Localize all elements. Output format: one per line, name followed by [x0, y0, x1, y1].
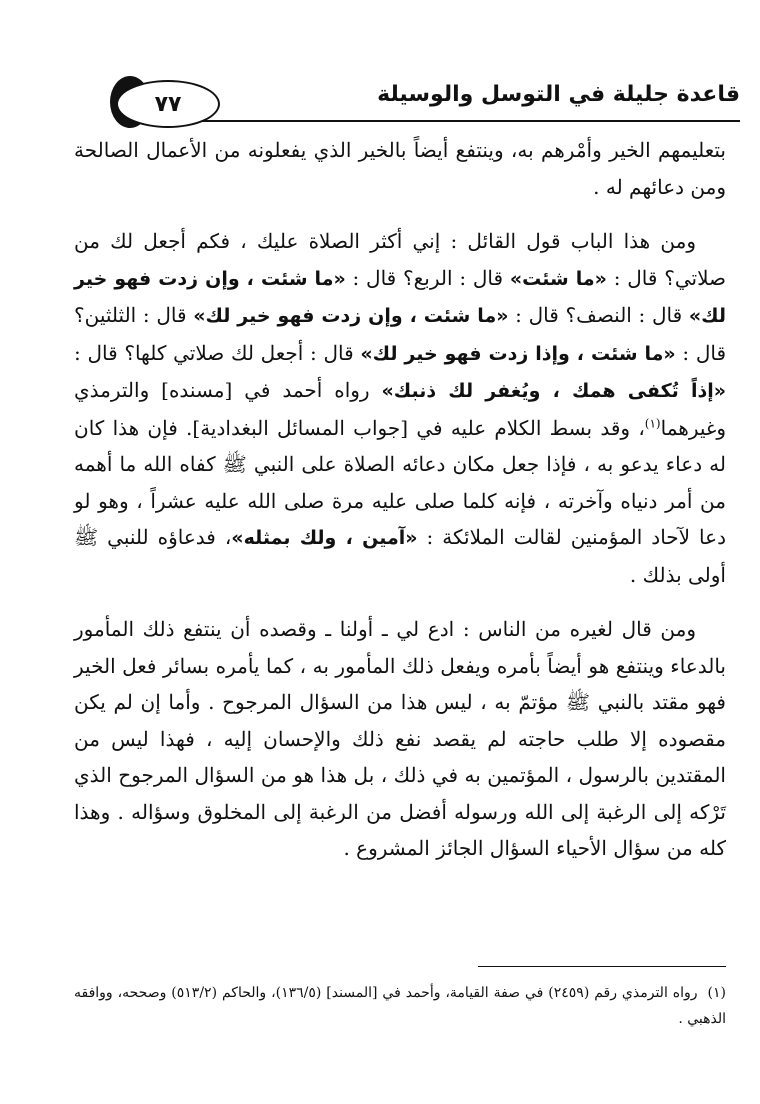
- hadith-quote: «ما شئت ، وإن زدت فهو خير لك»: [74, 267, 726, 327]
- footnote: [74, 980, 726, 1032]
- paragraph-text: قال : الثلثين؟ قال :: [74, 303, 727, 365]
- page-number: ٧٧: [154, 91, 182, 117]
- footnote-marker: (١): [707, 985, 726, 1001]
- footnote-rule: [478, 966, 726, 967]
- header-rule: [190, 120, 740, 122]
- paragraph-text: بتعليمهم الخير وأمْرهم به، وينتفع أيضاً بالخير الذي يفعلونه من الأعمال الصالحة ومن دعائهم له .: [74, 138, 726, 199]
- hadith-quote: «ما شئت»: [509, 267, 607, 290]
- hadith-quote: «آمين ، ولك بمثله»: [231, 527, 418, 549]
- paragraph-text: قال : النصف؟ قال :: [508, 303, 689, 327]
- hadith-quote: «ما شئت ، وإذا زدت فهو خير لك»: [360, 342, 676, 365]
- page-number-badge: [116, 80, 220, 128]
- running-title: قاعدة جليلة في التوسل والوسيلة: [377, 82, 740, 107]
- paragraph-text: ، وقد بسط الكلام عليه في [جواب المسائل البغدادية]. فإن هذا كان له دعاء يدعو به ، فإذا جعل مكان دعائه الصلاة على النبي ﷺ كفاه الله ما أهمه من أمر دنياه وآخرته ، فإنه كلما صلى عليه مرة صلى الله عليه عشراً ، وهو لو دعا لآحاد المؤمنين لقالت الملائكة :: [74, 415, 726, 549]
- paragraph-text: رواه أحمد في [مسنده] والترمذي وغيرهما: [74, 378, 726, 440]
- page-header: [70, 62, 740, 124]
- paragraph-1: [74, 132, 726, 205]
- paragraph-3: [74, 611, 726, 867]
- hadith-quote: «ما شئت ، وإن زدت فهو خير لك»: [193, 305, 509, 327]
- paragraph-text: ومن قال لغيره من الناس : ادع لي ـ أولنا ـ وقصده أن ينتفع ذلك المأمور بالدعاء وينتفع هو أيضاً بأمره ويفعل ذلك المأمور به ، كما يأمره بسائر فعل الخير فهو مقتد بالنبي ﷺ مؤتمّ به ، ليس هذا من السؤال المرجوح . وأما إن لم يكن مقصوده إلا طلب حاجته لم يقصد نفع ذلك والإحسان إليه ، فهذا ليس من المقتدين بالرسول ، المؤتمين به في ذلك ، بل هذا هو من السؤال المرجوح الذي تَرْكه إلى الرغبة إلى الله ورسوله أفضل من الرغبة إلى المخلوق وسؤاله . وهذا كله من سؤال الأحياء السؤال الجائز المشروع .: [74, 617, 726, 860]
- footnote-text: رواه الترمذي رقم (٢٤٥٩) في صفة القيامة، وأحمد في [المسند] (١٣٦/٥)، والحاكم (٥١٣/٢) وصححه، ووافقه الذهبي .: [74, 985, 726, 1027]
- hadith-quote: «إذاً تُكفى همك ، ويُغفر لك ذنبك»: [381, 380, 727, 402]
- paragraph-text: ومن هذا الباب قول القائل : إني أكثر الصلاة عليك ، فكم أجعل لك من صلاتي؟ قال :: [74, 229, 726, 290]
- body-text: [74, 132, 726, 867]
- paragraph-2: [74, 223, 726, 593]
- paragraph-text: ، فدعاؤه للنبي ﷺ أولى بذلك .: [74, 525, 726, 587]
- paragraph-text: قال : الربع؟ قال :: [345, 265, 510, 290]
- footnote-reference[interactable]: (١): [644, 415, 661, 430]
- paragraph-text: قال : أجعل لك صلاتي كلها؟ قال :: [74, 340, 361, 365]
